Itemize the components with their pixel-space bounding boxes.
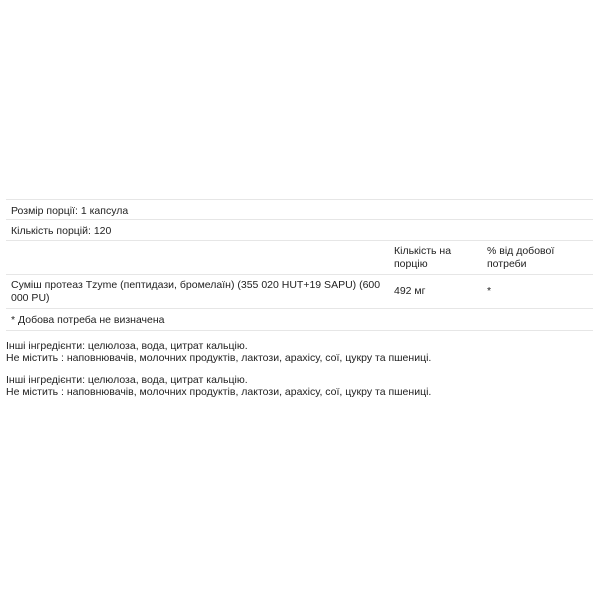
free-of-text: Не містить : наповнювачів, молочних продуктів, лактози, арахісу, сої, цукру та пшениці. (6, 386, 432, 398)
servings-per-container-text: Кількість порцій: 120 (11, 225, 112, 237)
servings-per-container-row (6, 220, 593, 241)
header-name-cell (6, 245, 389, 274)
ingredient-amount-cell: 492 мг (394, 285, 426, 297)
table-header-row (6, 241, 593, 275)
footnote-row (6, 309, 593, 331)
header-amount-cell: Кількість на порцію (394, 245, 452, 270)
other-ingredients-text: Інші інгредієнти: целюлоза, вода, цитрат кальцію. (6, 374, 248, 386)
supplement-facts-table (6, 199, 593, 331)
ingredient-daily-value-cell: * (487, 285, 492, 297)
ingredient-name-cell: Суміш протеаз Tzyme (пептидази, бромелаїн) (355 020 HUT+19 SAPU) (600 000 PU) (11, 279, 381, 304)
serving-size-text: Розмір порції: 1 капсула (11, 205, 129, 217)
ingredients-block (6, 374, 593, 398)
footnote-text: * Добова потреба не визначена (11, 314, 165, 326)
table-row (6, 275, 593, 309)
free-of-text: Не містить : наповнювачів, молочних продуктів, лактози, арахісу, сої, цукру та пшениці. (6, 352, 432, 364)
header-daily-value-cell: % від добової потреби (487, 245, 555, 270)
other-ingredients-text: Інші інгредієнти: целюлоза, вода, цитрат кальцію. (6, 340, 248, 352)
serving-size-row (6, 199, 593, 220)
ingredients-block (6, 340, 593, 364)
